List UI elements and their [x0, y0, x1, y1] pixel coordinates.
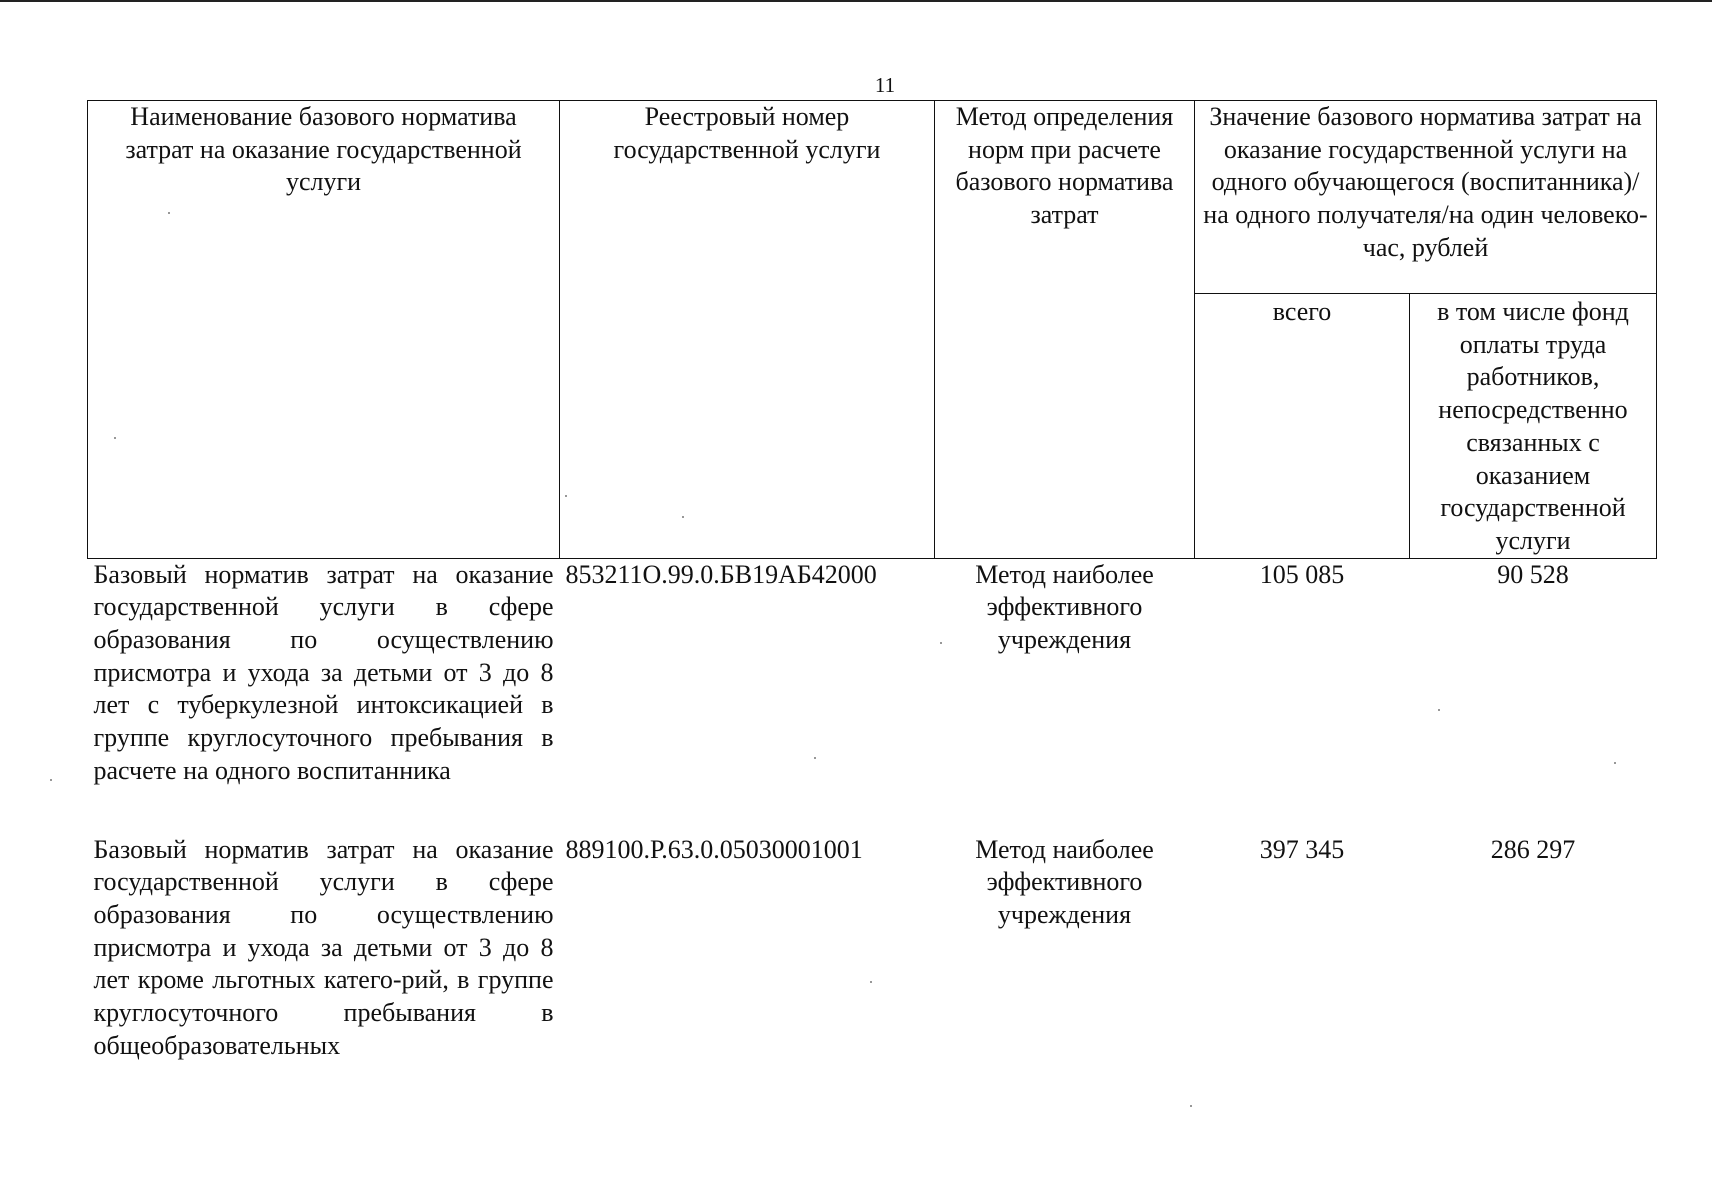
row-registry-number: 853211О.99.0.БВ19АБ42000 [565, 559, 877, 589]
scan-speck [940, 642, 942, 644]
row-fund: 90 528 [1497, 559, 1569, 589]
header-total: всего [1195, 294, 1410, 559]
header-fund: в том числе фонд оплаты труда работников, непосредственно связанных с оказанием государственной услуги [1410, 294, 1657, 559]
row-name: Базовый норматив затрат на оказание государственной услуги в сфере образования по осуществлению присмотра и ухода за детьми от 3 до 8 лет с туберкулезной интоксикацией в группе круглосуточного пребывания в расчете на одного воспитанника [93, 559, 554, 785]
header-method: Метод определения норм при расчете базового норматива затрат [935, 101, 1195, 559]
table-row [88, 834, 1657, 1063]
row-total: 397 345 [1259, 834, 1345, 864]
scan-speck [565, 495, 567, 497]
scan-speck [682, 516, 684, 518]
scan-speck [114, 437, 116, 439]
header-value: Значение базового норматива затрат на оказание государственной услуги на одного обучающегося (воспитанника)/на одного получателя/на один человеко-час, рублей [1195, 101, 1657, 294]
scan-edge-line [0, 0, 1712, 2]
scan-speck [168, 212, 170, 214]
row-registry-number: 889100.Р.63.0.05030001001 [565, 834, 863, 864]
scan-speck [1190, 1105, 1192, 1107]
scan-speck [50, 779, 52, 781]
scan-speck [870, 981, 872, 983]
row-method: Метод наиболее эффективного учреждения [975, 834, 1154, 929]
row-fund: 286 297 [1490, 834, 1576, 864]
scan-speck [1438, 709, 1440, 711]
scan-speck [814, 757, 816, 759]
table-row [88, 558, 1657, 833]
scan-speck [1614, 762, 1616, 764]
row-total: 105 085 [1259, 559, 1345, 589]
norms-table [87, 100, 1657, 1062]
page-number: 11 [874, 73, 896, 97]
row-name: Базовый норматив затрат на оказание государственной услуги в сфере образования по осуществлению присмотра и ухода за детьми от 3 до 8 лет кроме льготных катего-рий, в группе круглосуточного пребывания в общеобразовательных [93, 834, 554, 1060]
header-name: Наименование базового норматива затрат на оказание государственной услуги [88, 101, 560, 559]
header-registry-number: Реестровый номер государственной услуги [560, 101, 935, 559]
row-method: Метод наиболее эффективного учреждения [975, 559, 1154, 655]
